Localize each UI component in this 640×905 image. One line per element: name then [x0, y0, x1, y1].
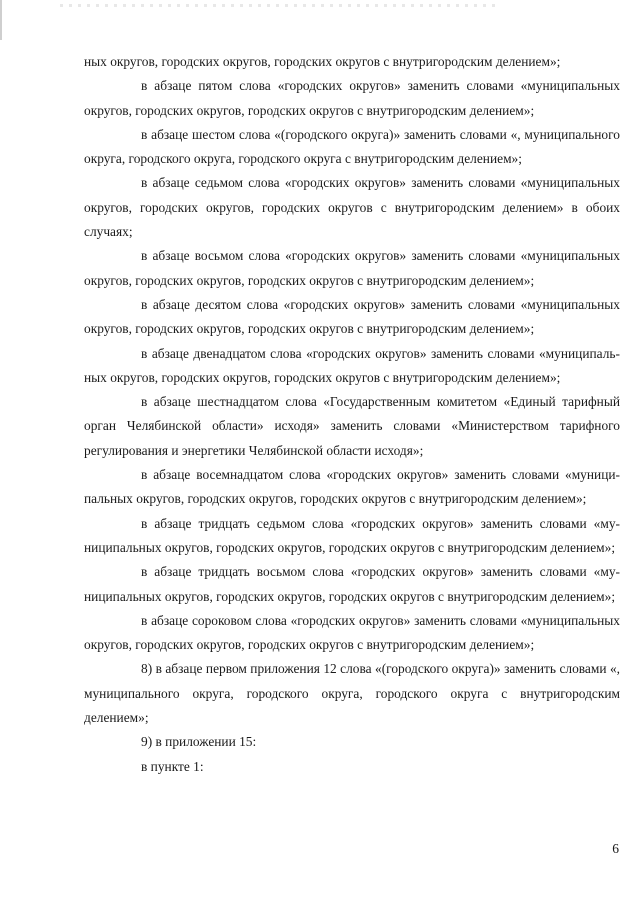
document-page: [84, 50, 620, 779]
paragraph-item: в абзаце восемнадцатом слова «городских округов» заменить словами «муниципальных округов, городских округов, городских округов с внутригородским делением»;: [84, 467, 620, 507]
paragraph-item: в абзаце двенадцатом слова «городских округов» заменить словами «муниципальных округов, городских округов, городских округов с внутригородским делением»;: [84, 345, 620, 385]
paragraph-item: в абзаце седьмом слова «городских округов» заменить словами «муниципальных округов, городских округов, городских округов с внутригородским делением» в обоих случаях;: [84, 175, 620, 240]
paragraph-item: 9) в приложении 15:: [141, 734, 257, 750]
paragraph-item: 8) в абзаце первом приложения 12 слова «(городского округа)» заменить словами «, муниципального округа, городского округа, городского округа с внутригородским делением»;: [84, 661, 620, 726]
paragraph-item: в абзаце тридцать седьмом слова «городских округов» заменить словами «муниципальных округов, городских округов, городских округов с внутригородским делением»;: [84, 515, 620, 555]
paragraph-item: в абзаце сороковом слова «городских округов» заменить словами «муниципальных округов, городских округов, городских округов с внутригородским делением»;: [84, 612, 620, 653]
scan-edge-mark: [0, 0, 2, 40]
paragraph-item: в абзаце десятом слова «городских округов» заменить словами «муниципальных округов, городских округов, городских округов с внутригородским делением»;: [84, 296, 620, 337]
paragraph-continuation: ных округов, городских округов, городских округов с внутригородским делением»;: [84, 54, 561, 69]
paragraph-item: в абзаце тридцать восьмом слова «городских округов» заменить словами «муниципальных округов, городских округов, городских округов с внутригородским делением»;: [84, 564, 620, 604]
scan-header-noise: [60, 4, 500, 7]
paragraph-item: в абзаце восьмом слова «городских округов» заменить словами «муниципальных округов, городских округов, городских округов с внутригородским делением»;: [84, 248, 620, 288]
page-number: 6: [612, 841, 619, 856]
paragraph-item: в абзаце шестом слова «(городского округа)» заменить словами «, муниципального округа, городского округа, городского округа с внутригородским делением»;: [84, 126, 620, 167]
paragraph-item: в абзаце пятом слова «городских округов» заменить словами «муниципальных округов, городских округов, городских округов с внутригородским делением»;: [84, 78, 620, 118]
paragraph-item: в абзаце шестнадцатом слова «Государственным комитетом «Единый тарифный орган Челябинской области» исходя» заменить словами «Министерством тарифного регулирования и энергетики Челябинской области исходя»;: [84, 394, 620, 458]
paragraph-item: в пункте 1:: [141, 758, 204, 774]
